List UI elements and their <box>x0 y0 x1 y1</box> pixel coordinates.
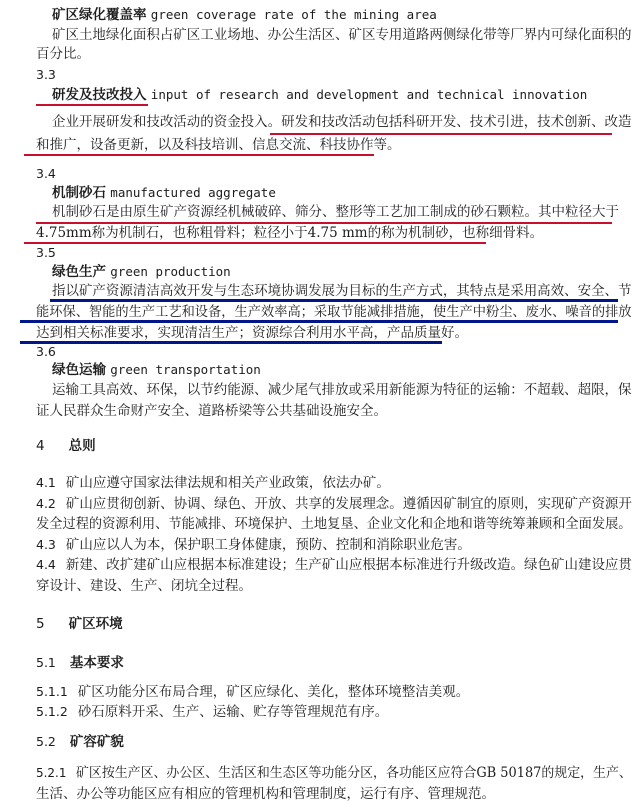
clause-number: 4.2 <box>36 496 56 511</box>
clause-4-1 <box>36 474 390 492</box>
underline-mark <box>50 299 618 302</box>
section-heading-5-1 <box>36 654 124 672</box>
paragraph-line: 矿区土地绿化面积占矿区工业场地、办公生活区、矿区专用道路两侧绿化带等厂界内可绿化面积的 <box>52 27 632 43</box>
section-number: 3.3 <box>36 67 56 82</box>
clause-4-2 <box>36 495 632 513</box>
section-number: 5.2 <box>36 734 56 749</box>
clause-number: 4.3 <box>36 537 56 552</box>
underline-mark <box>270 133 612 135</box>
section-number: 3.5 <box>36 245 56 260</box>
term-cn: 研发及技改投入 <box>52 87 147 103</box>
section-title: 矿容矿貌 <box>69 734 124 750</box>
clause-number: 4.4 <box>36 557 56 572</box>
text-segment: 研发和技改活动包括科研开发、技术引进，技术创新、改造 <box>281 114 632 130</box>
clause-number: 5.1.2 <box>36 704 68 719</box>
term-en: green production <box>110 264 231 279</box>
chapter-title: 总则 <box>68 438 96 454</box>
paragraph-line: 达到相关标准要求，实现清洁生产；资源综合利用水平高，产品质量好。 <box>36 325 468 341</box>
term-header-3-5 <box>52 263 231 281</box>
clause-4-3 <box>36 536 471 554</box>
underline-mark <box>24 242 486 244</box>
clause-text: 砂石原料开采、生产、运输、贮存等管理规范有序。 <box>77 704 389 720</box>
term-en: green transportation <box>110 362 261 377</box>
clause-text: 矿山应遵守国家法律法规和相关产业政策，依法办矿。 <box>65 475 390 491</box>
paragraph-line: 能环保、智能的生产工艺和设备，生产效率高；采取节能减排措施，使生产中粉尘、废水、噪音的排放 <box>36 304 632 320</box>
clause-number: 4.1 <box>36 475 56 490</box>
clause-number: 5.1.1 <box>36 684 68 699</box>
term-header-3-2 <box>52 6 437 24</box>
paragraph-line: 指以矿产资源清洁高效开发与生态环境协调发展为目标的生产方式，其特点是采用高效、安全、节 <box>52 283 632 299</box>
paragraph-line: 证人民群众生命财产安全、道路桥梁等公共基础设施安全。 <box>36 403 387 419</box>
underline-mark <box>20 320 618 323</box>
paragraph-line: 运输工具高效、环保，以节约能源、减少尾气排放或采用新能源为特征的运输：不超载、超限，保 <box>52 382 632 398</box>
paragraph-line: 穿设计、建设、生产、闭坑全过程。 <box>36 578 252 594</box>
clause-text: 矿山应贯彻创新、协调、绿色、开放、共享的发展理念。遵循因矿制宜的原则，实现矿产资源开 <box>65 496 632 512</box>
term-cn: 机制砂石 <box>52 185 106 201</box>
section-title: 基本要求 <box>69 655 124 671</box>
term-en: green coverage rate of the mining area <box>150 7 437 22</box>
term-cn: 绿色生产 <box>52 264 106 280</box>
section-heading-5-2 <box>36 733 124 751</box>
clause-5-2-1 <box>36 764 632 782</box>
chapter-title: 矿区环境 <box>68 616 123 632</box>
term-cn: 矿区绿化覆盖率 <box>52 7 147 23</box>
paragraph-line <box>52 113 632 131</box>
chapter-heading-5 <box>36 615 123 633</box>
clause-5-1-1 <box>36 683 469 701</box>
clause-text: 矿区按生产区、办公区、生活区和生态区等功能分区，各功能区应符合GB 50187的规定，生产、 <box>76 765 632 781</box>
clause-text: 矿区功能分区布局合理，矿区应绿化、美化，整体环境整洁美观。 <box>77 684 470 700</box>
term-en: input of research and development and technical innovation <box>150 87 588 102</box>
chapter-heading-4 <box>36 437 96 455</box>
paragraph-line: 机制砂石是由原生矿产资源经机械破碎、筛分、整形等工艺加工制成的砂石颗粒。其中粒径大于 <box>52 204 619 220</box>
term-header-3-6 <box>52 361 261 379</box>
section-number: 3.4 <box>36 166 56 181</box>
underline-mark <box>36 104 148 106</box>
clause-5-1-2 <box>36 703 388 721</box>
section-number: 3.6 <box>36 344 56 359</box>
paragraph-line: 发全过程的资源利用、节能减排、环境保护、土地复垦、企业文化和企地和谐等统筹兼顾和全面发展。 <box>36 516 632 532</box>
clause-number: 5.2.1 <box>36 765 67 780</box>
chapter-number: 5 <box>36 616 45 632</box>
term-cn: 绿色运输 <box>52 362 106 378</box>
underline-mark <box>24 154 374 156</box>
paragraph-line: 4.75mm称为机制石，也称粗骨料；粒径小于4.75 mm的称为机制砂，也称细骨料。 <box>36 225 544 241</box>
term-header-3-3 <box>52 86 587 104</box>
term-en: manufactured aggregate <box>110 185 276 200</box>
text-segment: 企业开展研发和技改活动的资金投入。 <box>52 114 282 130</box>
clause-4-4 <box>36 556 632 574</box>
section-number: 5.1 <box>36 655 56 670</box>
chapter-number: 4 <box>36 438 45 454</box>
clause-text: 矿山应以人为本，保护职工身体健康，预防、控制和消除职业危害。 <box>65 537 471 553</box>
clause-text: 新建、改扩建矿山应根据本标准建设；生产矿山应根据本标准进行升级改造。绿色矿山建设应贯 <box>65 557 632 573</box>
paragraph-line: 生活、办公等功能区应有相应的管理机构和管理制度，运行有序、管理规范。 <box>36 786 495 802</box>
paragraph-line: 和推广，设备更新，以及科技培训、信息交流、科技协作等。 <box>36 137 401 153</box>
term-header-3-4 <box>52 184 276 202</box>
underline-mark <box>20 341 442 344</box>
paragraph-line: 百分比。 <box>36 46 90 62</box>
